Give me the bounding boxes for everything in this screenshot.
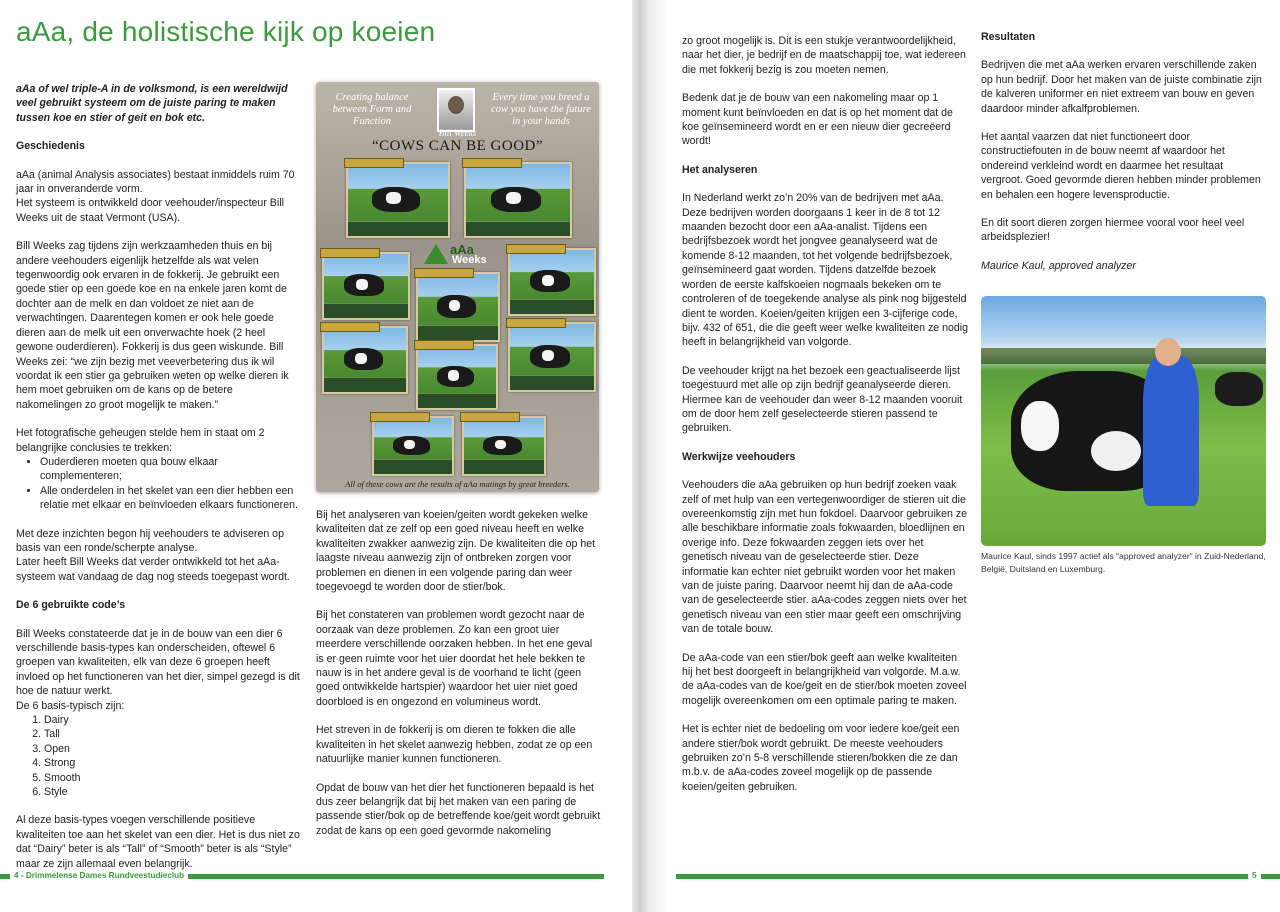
lead-paragraph: aAa of wel triple-A in de volksmond, is een wereldwijd veel gebruikt systeem om de juiste paring te maken tussen koe en stier of geit en bok etc. [16,83,288,124]
paragraph-later: Later heeft Bill Weeks dat verder ontwikkeld tot het aAa-systeem wat vandaag de dag nog steeds toegepast wordt. [16,556,290,583]
heading-analyseren: Het analyseren [682,163,758,176]
list-item: 2. Tall [44,727,301,741]
paragraph-analyseren: Bij het analyseren van koeien/geiten wordt gekeken welke kwaliteiten dat ze zelf op een goed niveau heeft en welke kwaliteiten zwakker aanwezig zijn. De kwaliteiten die op het laagste niveau aanwezig zijn of ontbreken zorgen voor problemen en dienen in een volgende paring dan weer toegevoegd te worden door de stier/bok. [316,509,596,594]
list-item: • Ouderdieren moeten qua bouw elkaar complementeren; [40,455,301,484]
right-column-2 [981,30,1267,287]
heading-resultaten: Resultaten [981,31,1036,43]
paragraph-bill-weeks: Bill Weeks zag tijdens zijn werkzaamheden thuis en bij andere veehouders eigenlijk hetzelfde als wat velen tegenwoordig ook ervaren in de fokkerij. Je gebruikt een goede stier op een goede koe en na enkele jaren komt de dochter aan de melk en dan voldoet ze niet aan de verwachtingen. Daarentegen komen er ook hele goede dieren aan de melk uit een onverwachte hoek (2 heel gewone ouderdieren). Fokkerij is dus geen wiskunde. Bill Weeks zei: “we zijn bezig met veeverbetering dus ik wil voordat ik een stier ga gebruiken weten op welke dieren ik hem moet gebruiken om de kans op de betere nakomelingen zo groot mogelijk te maken.” [16,240,289,411]
paragraph-nederland: In Nederland werkt zo’n 20% van de bedrijven met aAa. Deze bedrijven worden doorgaans 1 keer in de 8 tot 12 maanden bezocht door een aAa-analist. Tijdens een bedrijfsbezoek wordt het jongvee geanalyseerd wat de komende 8-12 maanden, tot het volgende bedrijfsbezoek, geïnsemineerd gaat worden. Tijdens datzelfde bezoek worden de eerste kalfskoeien nogmaals bekeken om te controleren of de toegekende analyse als pink nog bijgesteld dient te worden. Koeien/geiten krijgen een 3-cijferige code, bijv. 432 of 651, die die geeft weer welke kwaliteiten ze nodig heeft in belangrijkheid van volgorde. [682,192,969,349]
poster-name: Bill Weeks [438,128,477,138]
paragraph-bouw: Opdat de bouw van het dier het functioneren bepaald is het dus zeer belangrijk dat bij het maken van een paring de passende stier/bok op de betreffende koe/geit wordt gebruikt zodat de kans op een goed gevormde nakomeling [316,781,601,837]
list-item: 1. Dairy [44,713,301,727]
poster-tagline-left: Creating balance between Form and Function [332,92,412,127]
paragraph-resultaten: Bedrijven die met aAa werken ervaren verschillende zaken op hun bedrijf. Door het maken van de juiste combinatie zijn de kalveren uniformer en niet extreem van bouw en geven daardoor minder afkalfproblemen. [981,59,1262,115]
paragraph-lijst: De veehouder krijgt na het bezoek een geactualiseerde lijst toegestuurd met alle op zijn bedrijf geanalyseerde dieren. Hiermee kan de veehouder dan weer 8-12 maanden vooruit om de door hem zelf geselecteerde stieren passend te gebruiken. [682,364,963,435]
list-item: 4. Strong [44,756,301,770]
poster-bottom-line: All of these cows are the results of aAa matings by great breeders. [345,479,570,489]
bill-weeks-portrait [437,88,475,132]
paragraph-inzichten: Met deze inzichten begon hij veehouders te adviseren op basis van een ronde/scherpte analyse. [16,527,284,554]
cow-photo [462,416,546,476]
paragraph-werkwijze: Veehouders die aAa gebruiken op hun bedrijf zoeken vaak zelf of met hulp van een vertegenwoordiger de stieren uit die overeenkomstig zijn met hun fokdoel. Daarvoor gebruiken ze alle beschikbare informatie zoals fokwaarden, bloedlijnen en overige info. Deze fokwaarden zeggen iets over het genetisch niveau van de geselecteerde stier. Deze informatie kan echter niet gebruikt worden voor het maken van de juiste paring. Daarvoor neemt hij dan de aAa-code van de geselecteerde stier. aAa-codes zeggen niets over het genetisch niveau van een stier maar geeft een omschrijving van de totale bouw. [682,479,968,636]
list-item: 6. Style [44,785,301,799]
cow-photo [464,162,572,238]
paragraph-vaarzen: Het aantal vaarzen dat niet functioneert door constructiefouten in de bouw neemt af waardoor het ondereind verkleind wordt en daarmee het resultaat vergroot. Goed gevormde dieren hebben minder problemen en behalen een hogere levensproductie. [981,131,1261,201]
maurice-kaul-photo [981,296,1266,546]
paragraph-verantwoordelijkheid: zo groot mogelijk is. Dit is een stukje verantwoordelijkheid, naar het dier, je bedrijf en de maatschappij toe, wat iedereen die met fokkerij bezig is zou moeten nemen. [682,35,966,76]
author-signature: Maurice Kaul, approved analyzer [981,259,1136,272]
paragraph-codes: Bill Weeks constateerde dat je in de bouw van een dier 6 verschillende basis-types kan onderscheiden, oftewel 6 groepen van kwaliteiten, elk van deze 6 groepen heeft invloed op het functioneren van het dier, simpel gezegd is dit hoe de natuur werkt. [16,627,300,698]
heading-werkwijze: Werkwijze veehouders [682,450,796,463]
right-column-1 [682,34,968,808]
paragraph-streven: Het streven in de fokkerij is om dieren te fokken die alle kwaliteiten in het skelet aanwezig hebben, zodat ze op een natuurlijke manier kunnen functioneren. [316,724,593,766]
heading-codes: De 6 gebruikte code’s [16,599,126,612]
paragraph-aaa-code: De aAa-code van een stier/bok geeft aan welke kwaliteiten hij het best doorgeeft in belangrijkheid van volgorde. M.a.w. de aAa-codes van de koe/geit en de stier/bok moeten zoveel mogelijk overeenkomen om een optimale paring te maken. [682,651,967,707]
paragraph-arbeidsplezier: En dit soort dieren zorgen hiermee vooral voor heel veel arbeidsplezier! [981,217,1245,244]
cow-photo [322,252,410,320]
cow-photo [322,326,408,394]
list-item: 5. Smooth [44,771,301,785]
logo-text-weeks: Weeks [452,254,487,266]
logo-text-aaa: aAa [450,242,474,257]
conclusions-list [16,455,301,513]
left-column [16,82,301,885]
photo-caption: Maurice Kaul, sinds 1997 actief als “approved analyzer” in Zuid-Nederland, België, Duitsland en Luxemburg. [981,551,1266,574]
paragraph-geheugen: Het fotografische geheugen stelde hem in staat om 2 belangrijke conclusies te trekken: [16,427,265,454]
footer-label: 4 - Drimmelense Dames Rundveestudieclub [10,871,188,880]
paragraph-geschiedenis-2: Het systeem is ontwikkeld door veehouder/inspecteur Bill Weeks uit de staat Vermont (USA). [16,197,284,224]
poster-headline: “COWS CAN BE GOOD” [371,138,544,154]
left-page [0,0,632,912]
cow-photo [372,416,454,476]
paragraph-basistypes: Al deze basis-types voegen verschillende positieve kwaliteiten toe aan het skelet van een dier. Het is dus niet zo dat “Dairy” beter is als “Tall” of “Smooth” beter is als “Style” maar ze zijn allemaal even belangrijk. [16,814,300,870]
paragraph-geschiedenis-1: aAa (animal Analysis associates) bestaat inmiddels ruim 70 jaar in onveranderde vorm. [16,168,295,196]
cows-can-be-good-poster [316,82,599,492]
paragraph-bedoeling: Het is echter niet de bedoeling om voor iedere koe/geit een andere stier/bok wordt gebruikt. De meeste veehouders gebruiken zo’n 5-8 verschillende stieren/bokken die ze dan m.b.v. de aAa-codes zoveel mogelijk op de passende koeien/geiten gebruiken. [682,723,960,793]
cow-photo [346,162,450,238]
poster-tagline-right: Every time you breed a cow you have the future in your hands [491,92,591,127]
paragraph-problemen: Bij het constateren van problemen wordt gezocht naar de oorzaak van deze problemen. Zo kan een groot uier meerdere verschillende oorzaken hebben. In het ene geval is er geen ruimte voor het uier doordat het hele bekken te nauw is in het andere geval is de voorhand te licht (geen goed ontwikkelde hartspier) waardoor het uier niet goed doorbloed is en ongezond en volumineus wordt. [316,609,593,708]
codes-intro: De 6 basis-typisch zijn: [16,699,125,712]
codes-list [16,713,301,799]
list-item: 3. Open [44,742,301,756]
middle-column [316,508,601,852]
aaa-weeks-logo [422,242,488,268]
paragraph-bedenk: Bedenk dat je de bouw van een nakomeling maar op 1 moment kunt beïnvloeden en dat is op het moment dat de koe geïnsemineerd wordt en er een nieuw dier gecreëerd wordt! [682,92,953,148]
cow-photo [508,322,596,392]
cow-photo [416,272,500,342]
cow-photo [508,248,596,316]
heading-geschiedenis: Geschiedenis [16,140,85,153]
cow-photo [416,344,498,410]
article-title: aAa, de holistische kijk op koeien [16,16,436,47]
page-number: 5 [1248,871,1261,880]
list-item: • Alle onderdelen in het skelet van een dier hebben een relatie met elkaar en beïnvloeden elkaars functioneren. [40,484,301,513]
footer-bar-right [676,874,1280,879]
